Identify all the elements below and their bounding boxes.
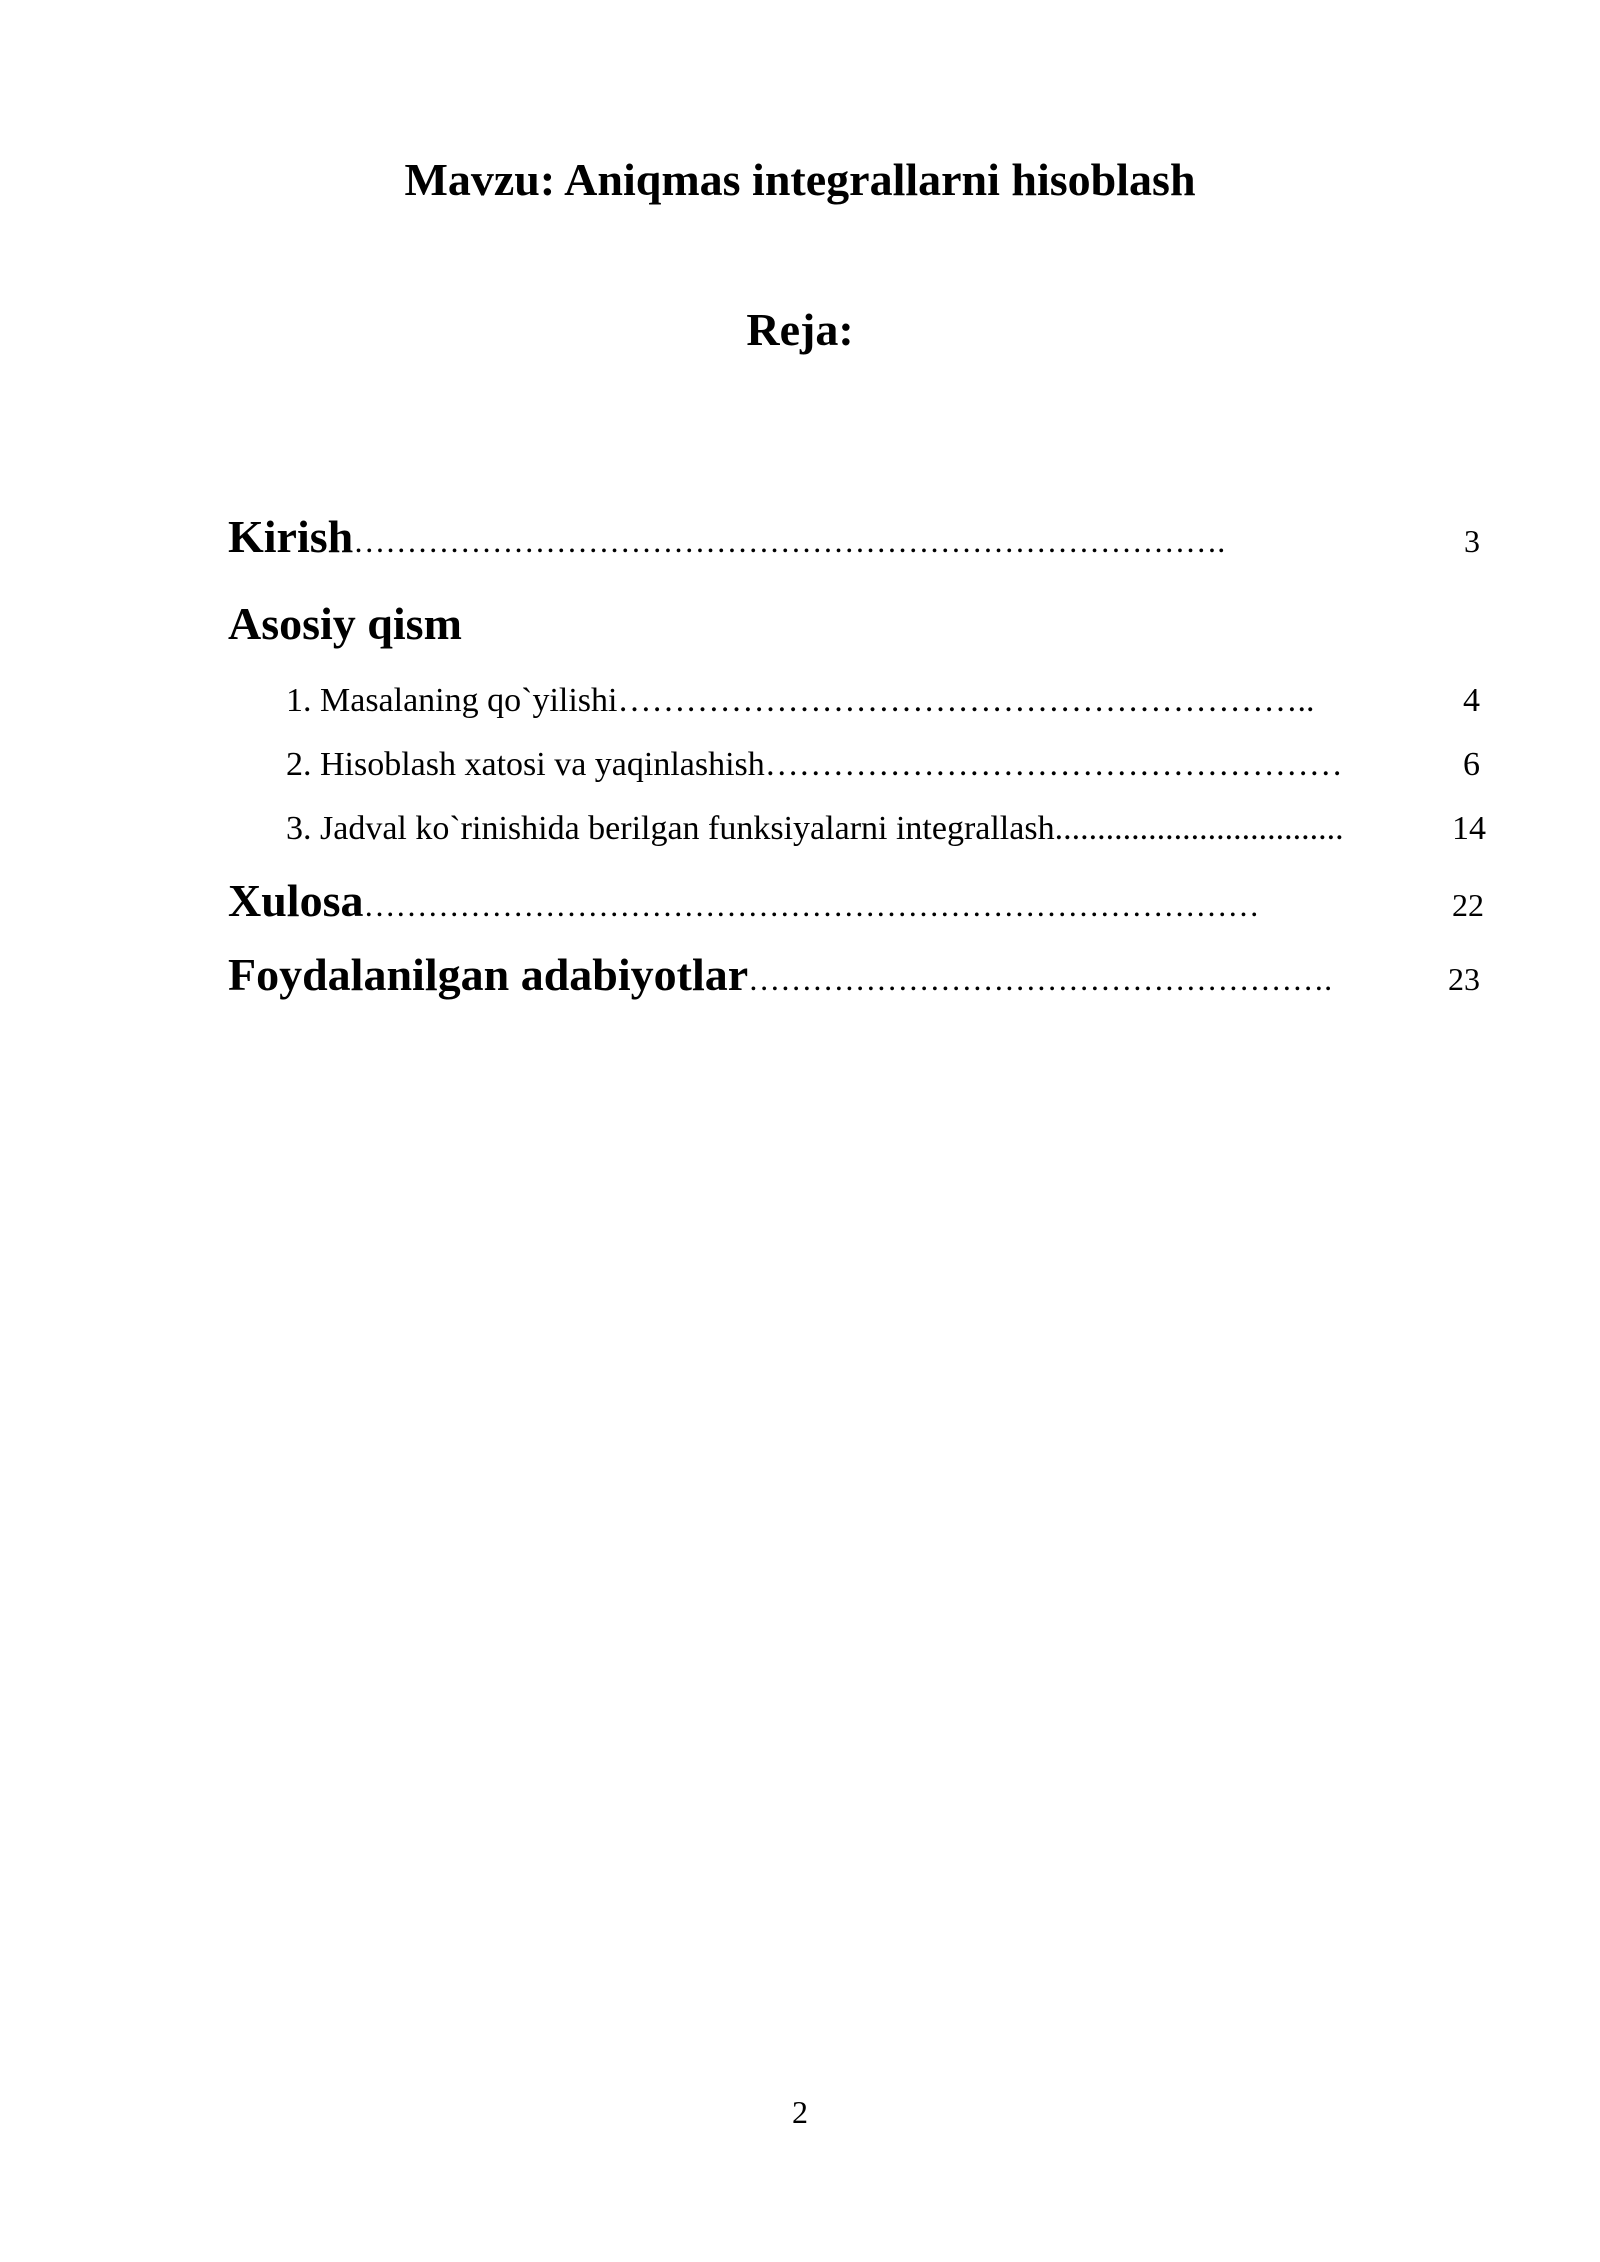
toc-leader-dots: …………………………………………… [764, 746, 1343, 783]
toc-entry-label: Xulosa [228, 875, 364, 926]
plan-heading: Reja: [746, 304, 854, 355]
toc-section-main: Asosiy qism [228, 598, 462, 649]
toc-entry-conclusion [228, 874, 1484, 927]
toc-entry-item-1 [286, 682, 1480, 720]
toc-leader-dots: ………………………………………………. [748, 961, 1333, 997]
toc-entry-references [228, 948, 1480, 1001]
toc-entry-label: Kirish [228, 511, 354, 562]
toc-page-number: 6 [1463, 746, 1480, 783]
toc-entry-label: 3. Jadval ko`rinishida berilgan funksiyalarni integrallash [286, 810, 1055, 847]
toc-leader-dots: ………………………………………………………………………. [353, 523, 1226, 559]
page-number: 2 [792, 2094, 808, 2130]
toc-leader-dots: …………………………………………………….. [617, 682, 1315, 719]
toc-entry-label: 1. Masalaning qo`yilishi [286, 682, 618, 719]
toc-entry-intro [228, 510, 1480, 563]
toc-page-number: 3 [1464, 523, 1480, 559]
toc-entry-item-3 [286, 810, 1486, 848]
toc-leader-dots: ………………………………………………………………………… [363, 887, 1260, 923]
toc-page-number: 23 [1448, 961, 1480, 997]
document-title: Mavzu: Aniqmas integrallarni hisoblash [404, 154, 1196, 205]
toc-entry-label: Foydalanilgan adabiyotlar [228, 949, 749, 1000]
toc-entry-item-2 [286, 746, 1480, 784]
toc-page-number: 22 [1452, 887, 1484, 923]
toc-leader-dots: .................................. [1054, 810, 1344, 847]
toc-entry-label: 2. Hisoblash xatosi va yaqinlashish [286, 746, 765, 783]
toc-page-number: 4 [1463, 682, 1480, 719]
toc-page-number: 14 [1452, 810, 1486, 847]
